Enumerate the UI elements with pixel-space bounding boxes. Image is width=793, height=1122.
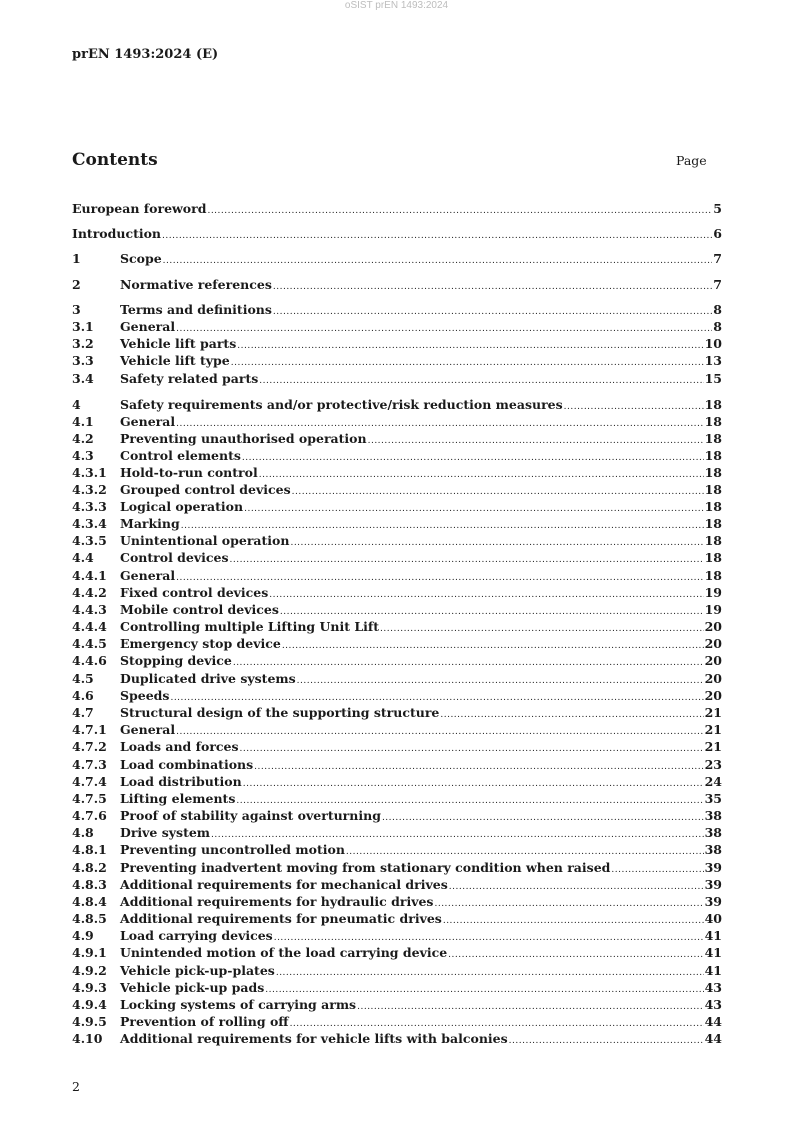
- toc-entry-number: 4.2: [72, 431, 94, 446]
- toc-entry-title: General: [120, 319, 176, 334]
- toc-entry-number: 4.8.1: [72, 842, 107, 857]
- toc-entry-title: Vehicle pick-up pads: [120, 980, 265, 995]
- toc-dot-leader: [273, 278, 712, 296]
- toc-entry-number: 4.7.3: [72, 757, 107, 772]
- toc-entry-number: 4.3.2: [72, 482, 107, 497]
- toc-entry-number: 4.8.3: [72, 877, 107, 892]
- toc-entry-title: Load carrying devices: [120, 928, 273, 943]
- toc-entry-number: 3.2: [72, 336, 94, 351]
- toc-entry-title: General: [120, 722, 176, 737]
- toc-entry-number: 4.5: [72, 671, 94, 686]
- toc-entry[interactable]: [72, 687, 722, 705]
- toc-entry-page: 18: [704, 431, 722, 446]
- toc-entry-number: 4.4.2: [72, 585, 107, 600]
- toc-entry-title: Grouped control devices: [120, 482, 291, 497]
- toc-entry-page: 20: [704, 619, 722, 634]
- toc-entry-page: 39: [704, 877, 722, 892]
- toc-entry-title: Unintentional operation: [120, 533, 290, 548]
- toc-entry-title: Locking systems of carrying arms: [120, 997, 357, 1012]
- toc-entry[interactable]: [72, 670, 722, 688]
- toc-entry[interactable]: [72, 481, 722, 499]
- toc-entry[interactable]: [72, 447, 722, 465]
- toc-entry-page: 43: [704, 980, 722, 995]
- toc-entry-title: Preventing unauthorised operation: [120, 431, 367, 446]
- toc-entry-page: 20: [704, 688, 722, 703]
- toc-entry-page: 39: [704, 860, 722, 875]
- toc-entry-page: 38: [704, 825, 722, 840]
- toc-entry-number: 4.6: [72, 688, 94, 703]
- toc-entry-title: Safety related parts: [120, 371, 259, 386]
- toc-entry-page: 15: [704, 371, 722, 386]
- toc-entry[interactable]: [72, 944, 722, 962]
- toc-entry[interactable]: [72, 200, 722, 218]
- toc-entry-number: 4.10: [72, 1031, 103, 1046]
- watermark: oSIST prEN 1493:2024: [344, 0, 449, 11]
- toc-dot-leader: [207, 202, 712, 220]
- toc-entry-title: Lifting elements: [120, 791, 236, 806]
- toc-entry-number: 3.3: [72, 353, 94, 368]
- toc-entry[interactable]: [72, 962, 722, 980]
- toc-entry-page: 38: [704, 842, 722, 857]
- toc-entry-number: 4.4.6: [72, 653, 107, 668]
- toc-entry-title: Emergency stop device: [120, 636, 281, 651]
- toc-entry-title: Additional requirements for vehicle lifts with balconies: [120, 1031, 508, 1046]
- toc-entry-title: Control devices: [120, 550, 229, 565]
- toc-entry-title: Additional requirements for pneumatic drives: [120, 911, 442, 926]
- toc-entry-page: 38: [704, 808, 722, 823]
- toc-entry[interactable]: [72, 1013, 722, 1031]
- toc-entry[interactable]: [72, 250, 722, 268]
- toc-entry-title: Stopping device: [120, 653, 232, 668]
- toc-entry[interactable]: [72, 352, 722, 370]
- toc-entry[interactable]: [72, 721, 722, 739]
- toc-entry[interactable]: [72, 515, 722, 533]
- toc-entry-title: Vehicle lift type: [120, 353, 230, 368]
- document-identifier: prEN 1493:2024 (E): [72, 47, 219, 62]
- toc-entry-number: 4.9.4: [72, 997, 107, 1012]
- toc-entry-page: 18: [704, 482, 722, 497]
- toc-entry-page: 19: [704, 602, 722, 617]
- toc-entry-number: 4.7.1: [72, 722, 107, 737]
- toc-entry-number: 4.8.2: [72, 860, 107, 875]
- toc-entry[interactable]: [72, 1030, 722, 1048]
- toc-entry-title: Logical operation: [120, 499, 244, 514]
- toc-entry-page: 20: [704, 636, 722, 651]
- toc-entry-title: General: [120, 414, 176, 429]
- toc-entry[interactable]: [72, 756, 722, 774]
- toc-entry[interactable]: [72, 498, 722, 516]
- toc-entry-title: Load distribution: [120, 774, 242, 789]
- toc-entry[interactable]: [72, 335, 722, 353]
- toc-entry[interactable]: [72, 893, 722, 911]
- toc-entry-title: Unintended motion of the load carrying device: [120, 945, 448, 960]
- toc-entry-page: 19: [704, 585, 722, 600]
- toc-entry[interactable]: [72, 841, 722, 859]
- toc-entry[interactable]: [72, 464, 722, 482]
- toc-entry-title: General: [120, 568, 176, 583]
- toc-entry[interactable]: [72, 584, 722, 602]
- toc-entry[interactable]: [72, 549, 722, 567]
- toc-entry-number: 4.7.6: [72, 808, 107, 823]
- toc-entry-number: 4: [72, 397, 81, 412]
- toc-entry-number: 4.4.1: [72, 568, 107, 583]
- toc-entry-number: 4.1: [72, 414, 94, 429]
- toc-entry-page: 18: [704, 448, 722, 463]
- toc-entry-title: Marking: [120, 516, 180, 531]
- toc-entry-page: 20: [704, 671, 722, 686]
- toc-entry-number: 4.3.1: [72, 465, 107, 480]
- toc-entry-page: 8: [713, 302, 722, 317]
- toc-entry[interactable]: [72, 276, 722, 294]
- toc-entry-number: 2: [72, 277, 81, 292]
- toc-entry-page: 44: [704, 1014, 722, 1029]
- toc-entry-page: 21: [704, 722, 722, 737]
- toc-dot-leader: [163, 252, 713, 270]
- toc-entry-page: 18: [704, 465, 722, 480]
- toc-dot-leader: [259, 372, 703, 390]
- toc-entry-page: 6: [713, 226, 722, 241]
- toc-entry-page: 18: [704, 499, 722, 514]
- toc-entry[interactable]: [72, 910, 722, 928]
- toc-entry-number: 4.3.5: [72, 533, 107, 548]
- toc-entry-title: European foreword: [72, 201, 207, 216]
- toc-entry-title: Structural design of the supporting structure: [120, 705, 440, 720]
- toc-entry-number: 4.7.2: [72, 739, 107, 754]
- toc-entry[interactable]: [72, 396, 722, 414]
- toc-entry[interactable]: [72, 807, 722, 825]
- toc-entry-title: Vehicle lift parts: [120, 336, 237, 351]
- toc-entry[interactable]: [72, 996, 722, 1014]
- contents-heading: Contents: [72, 150, 158, 170]
- toc-entry-title: Preventing inadvertent moving from stationary condition when raised: [120, 860, 611, 875]
- toc-entry-title: Prevention of rolling off: [120, 1014, 289, 1029]
- toc-entry[interactable]: [72, 824, 722, 842]
- toc-entry[interactable]: [72, 635, 722, 653]
- toc-entry-title: Preventing uncontrolled motion: [120, 842, 345, 857]
- toc-entry[interactable]: [72, 618, 722, 636]
- toc-entry[interactable]: [72, 370, 722, 388]
- toc-entry-page: 44: [704, 1031, 722, 1046]
- toc-entry-page: 18: [704, 550, 722, 565]
- toc-entry-title: Introduction: [72, 226, 162, 241]
- toc-entry-page: 20: [704, 653, 722, 668]
- toc-entry-number: 4.7: [72, 705, 94, 720]
- toc-entry-number: 3.1: [72, 319, 94, 334]
- toc-entry-title: Fixed control devices: [120, 585, 269, 600]
- toc-entry-page: 18: [704, 533, 722, 548]
- toc-entry-page: 21: [704, 739, 722, 754]
- toc-entry-page: 43: [704, 997, 722, 1012]
- toc-entry-number: 4.9.2: [72, 963, 107, 978]
- toc-entry-title: Normative references: [120, 277, 272, 292]
- toc-entry[interactable]: [72, 859, 722, 877]
- toc-entry[interactable]: [72, 876, 722, 894]
- toc-entry-title: Duplicated drive systems: [120, 671, 296, 686]
- toc-entry-number: 4.3.3: [72, 499, 107, 514]
- toc-entry-title: Additional requirements for mechanical drives: [120, 877, 448, 892]
- toc-entry-page: 5: [713, 201, 722, 216]
- toc-entry-number: 4.7.5: [72, 791, 107, 806]
- toc-entry[interactable]: [72, 301, 722, 319]
- toc-entry[interactable]: [72, 225, 722, 243]
- toc-entry-page: 21: [704, 705, 722, 720]
- toc-entry-page: 7: [713, 251, 722, 266]
- toc-entry-page: 18: [704, 414, 722, 429]
- toc-entry-page: 35: [704, 791, 722, 806]
- toc-entry-number: 4.9.5: [72, 1014, 107, 1029]
- toc-entry-title: Load combinations: [120, 757, 254, 772]
- toc-entry-page: 18: [704, 568, 722, 583]
- toc-entry-page: 18: [704, 516, 722, 531]
- toc-entry-number: 4.9.1: [72, 945, 107, 960]
- toc-entry-number: 1: [72, 251, 81, 266]
- toc-entry[interactable]: [72, 430, 722, 448]
- toc-entry-title: Mobile control devices: [120, 602, 279, 617]
- toc-entry[interactable]: [72, 413, 722, 431]
- toc-entry-title: Loads and forces: [120, 739, 239, 754]
- toc-entry-title: Scope: [120, 251, 162, 266]
- toc-entry-page: 40: [704, 911, 722, 926]
- toc-entry[interactable]: [72, 738, 722, 756]
- toc-entry-number: 4.4.4: [72, 619, 107, 634]
- toc-entry[interactable]: [72, 704, 722, 722]
- toc-entry-number: 4.4: [72, 550, 94, 565]
- toc-entry-number: 4.9: [72, 928, 94, 943]
- toc-entry-title: Control elements: [120, 448, 241, 463]
- toc-entry[interactable]: [72, 773, 722, 791]
- page-number: 2: [72, 1079, 80, 1094]
- page-column-label: Page: [676, 153, 707, 168]
- toc-entry-number: 4.8: [72, 825, 94, 840]
- toc-entry-number: 3.4: [72, 371, 94, 386]
- toc-entry[interactable]: [72, 532, 722, 550]
- toc-entry-title: Safety requirements and/or protective/risk reduction measures: [120, 397, 563, 412]
- toc-entry-number: 4.4.3: [72, 602, 107, 617]
- toc-entry-title: Proof of stability against overturning: [120, 808, 381, 823]
- toc-dot-leader: [162, 227, 712, 245]
- toc-entry-page: 41: [704, 945, 722, 960]
- toc-entry-number: 4.8.4: [72, 894, 107, 909]
- toc-entry-title: Vehicle pick-up-plates: [120, 963, 275, 978]
- toc-entry-page: 10: [704, 336, 722, 351]
- toc-entry-title: Speeds: [120, 688, 170, 703]
- toc-entry-number: 4.8.5: [72, 911, 107, 926]
- toc-entry-page: 24: [704, 774, 722, 789]
- toc-dot-leader: [509, 1032, 704, 1050]
- toc-entry-number: 4.3: [72, 448, 94, 463]
- toc-entry[interactable]: [72, 652, 722, 670]
- toc-entry-page: 7: [713, 277, 722, 292]
- toc-entry[interactable]: [72, 790, 722, 808]
- toc-entry[interactable]: [72, 601, 722, 619]
- toc-entry-page: 39: [704, 894, 722, 909]
- toc-entry-page: 23: [704, 757, 722, 772]
- toc-entry-number: 4.7.4: [72, 774, 107, 789]
- toc-entry-title: Drive system: [120, 825, 211, 840]
- toc-entry-title: Hold-to-run control: [120, 465, 258, 480]
- toc-entry-number: 4.4.5: [72, 636, 107, 651]
- toc-entry-title: Additional requirements for hydraulic drives: [120, 894, 434, 909]
- toc-entry-number: 4.9.3: [72, 980, 107, 995]
- toc-entry-page: 13: [704, 353, 722, 368]
- toc-entry-page: 41: [704, 963, 722, 978]
- toc-entry[interactable]: [72, 979, 722, 997]
- toc-entry-title: Terms and definitions: [120, 302, 272, 317]
- toc-entry-page: 41: [704, 928, 722, 943]
- toc-entry-page: 8: [713, 319, 722, 334]
- toc-entry-page: 18: [704, 397, 722, 412]
- toc-entry[interactable]: [72, 567, 722, 585]
- toc-entry[interactable]: [72, 318, 722, 336]
- toc-entry-number: 4.3.4: [72, 516, 107, 531]
- toc-entry[interactable]: [72, 927, 722, 945]
- toc-entry-number: 3: [72, 302, 81, 317]
- toc-entry-title: Controlling multiple Lifting Unit Lift: [120, 619, 380, 634]
